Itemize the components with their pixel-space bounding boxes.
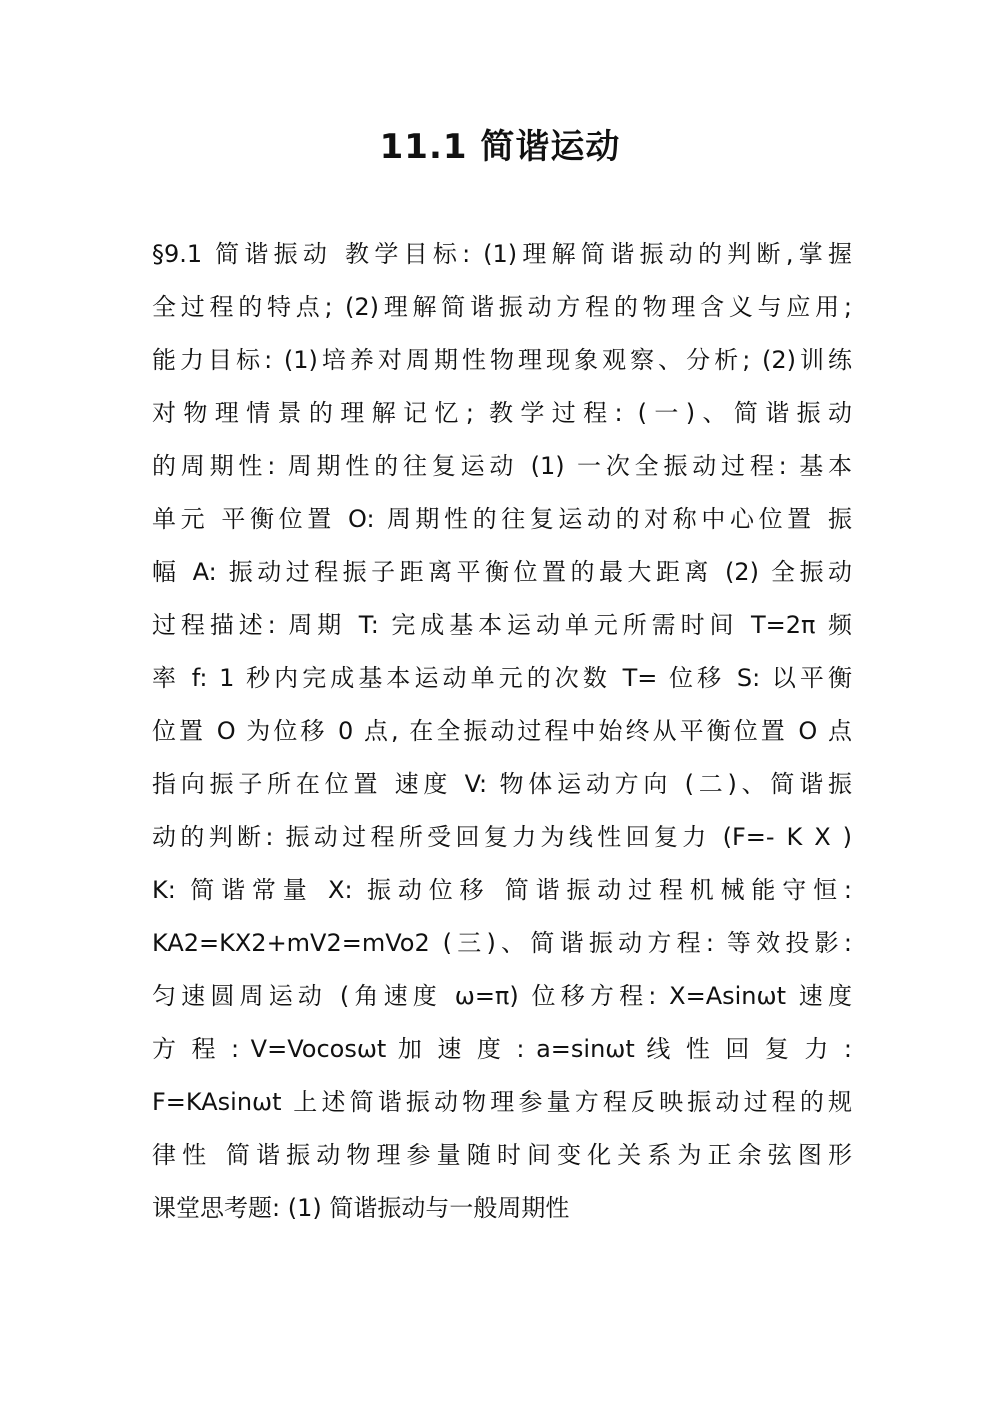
text-line: F=KAsinωt 上述简谐振动物理参量方程反映振动过程的规	[152, 1088, 852, 1116]
text-line: 能力目标: (1)培养对周期性物理现象观察、分析; (2)训练	[152, 346, 852, 374]
text-line: 全过程的特点; (2)理解简谐振动方程的物理含义与应用;	[152, 293, 852, 321]
text-line: 课堂思考题: (1) 简谐振动与一般周期性	[152, 1194, 570, 1222]
text-line: 对物理情景的理解记忆; 教学过程: (一)、简谐振动	[152, 399, 852, 427]
text-line: §9.1 简谐振动 教学目标: (1)理解简谐振动的判断,掌握	[152, 240, 852, 268]
text-line: 过程描述: 周期 T: 完成基本运动单元所需时间 T=2π 频	[152, 611, 852, 639]
text-line: 方 程 : V=Vocosωt 加 速 度 : a=sinωt 线 性 回 复 力 :	[152, 1035, 852, 1063]
text-line: 指向振子所在位置 速度 V: 物体运动方向 (二)、简谐振	[152, 770, 852, 798]
text-line: K: 简谐常量 X: 振动位移 简谐振动过程机械能守恒:	[152, 876, 852, 904]
text-line: 律性 简谐振动物理参量随时间变化关系为正余弦图形	[152, 1141, 852, 1169]
body-paragraph	[152, 228, 852, 1235]
text-line: 幅 A: 振动过程振子距离平衡位置的最大距离 (2) 全振动	[152, 558, 852, 586]
text-line: 率 f: 1 秒内完成基本运动单元的次数 T= 位移 S: 以平衡	[152, 664, 852, 692]
text-line: 单元 平衡位置 O: 周期性的往复运动的对称中心位置 振	[152, 505, 852, 533]
document-title: 11.1 简谐运动	[379, 127, 621, 167]
text-line: 的周期性: 周期性的往复运动 (1) 一次全振动过程: 基本	[152, 452, 852, 480]
text-line: 匀速圆周运动 (角速度 ω=π) 位移方程: X=Asinωt 速度	[152, 982, 852, 1010]
text-line: 位置 O 为位移 0 点, 在全振动过程中始终从平衡位置 O 点	[152, 717, 852, 745]
text-line: KA2=KX2+mV2=mVo2 (三)、简谐振动方程: 等效投影:	[152, 929, 852, 957]
text-line: 动的判断: 振动过程所受回复力为线性回复力 (F=- K X )	[152, 823, 852, 851]
